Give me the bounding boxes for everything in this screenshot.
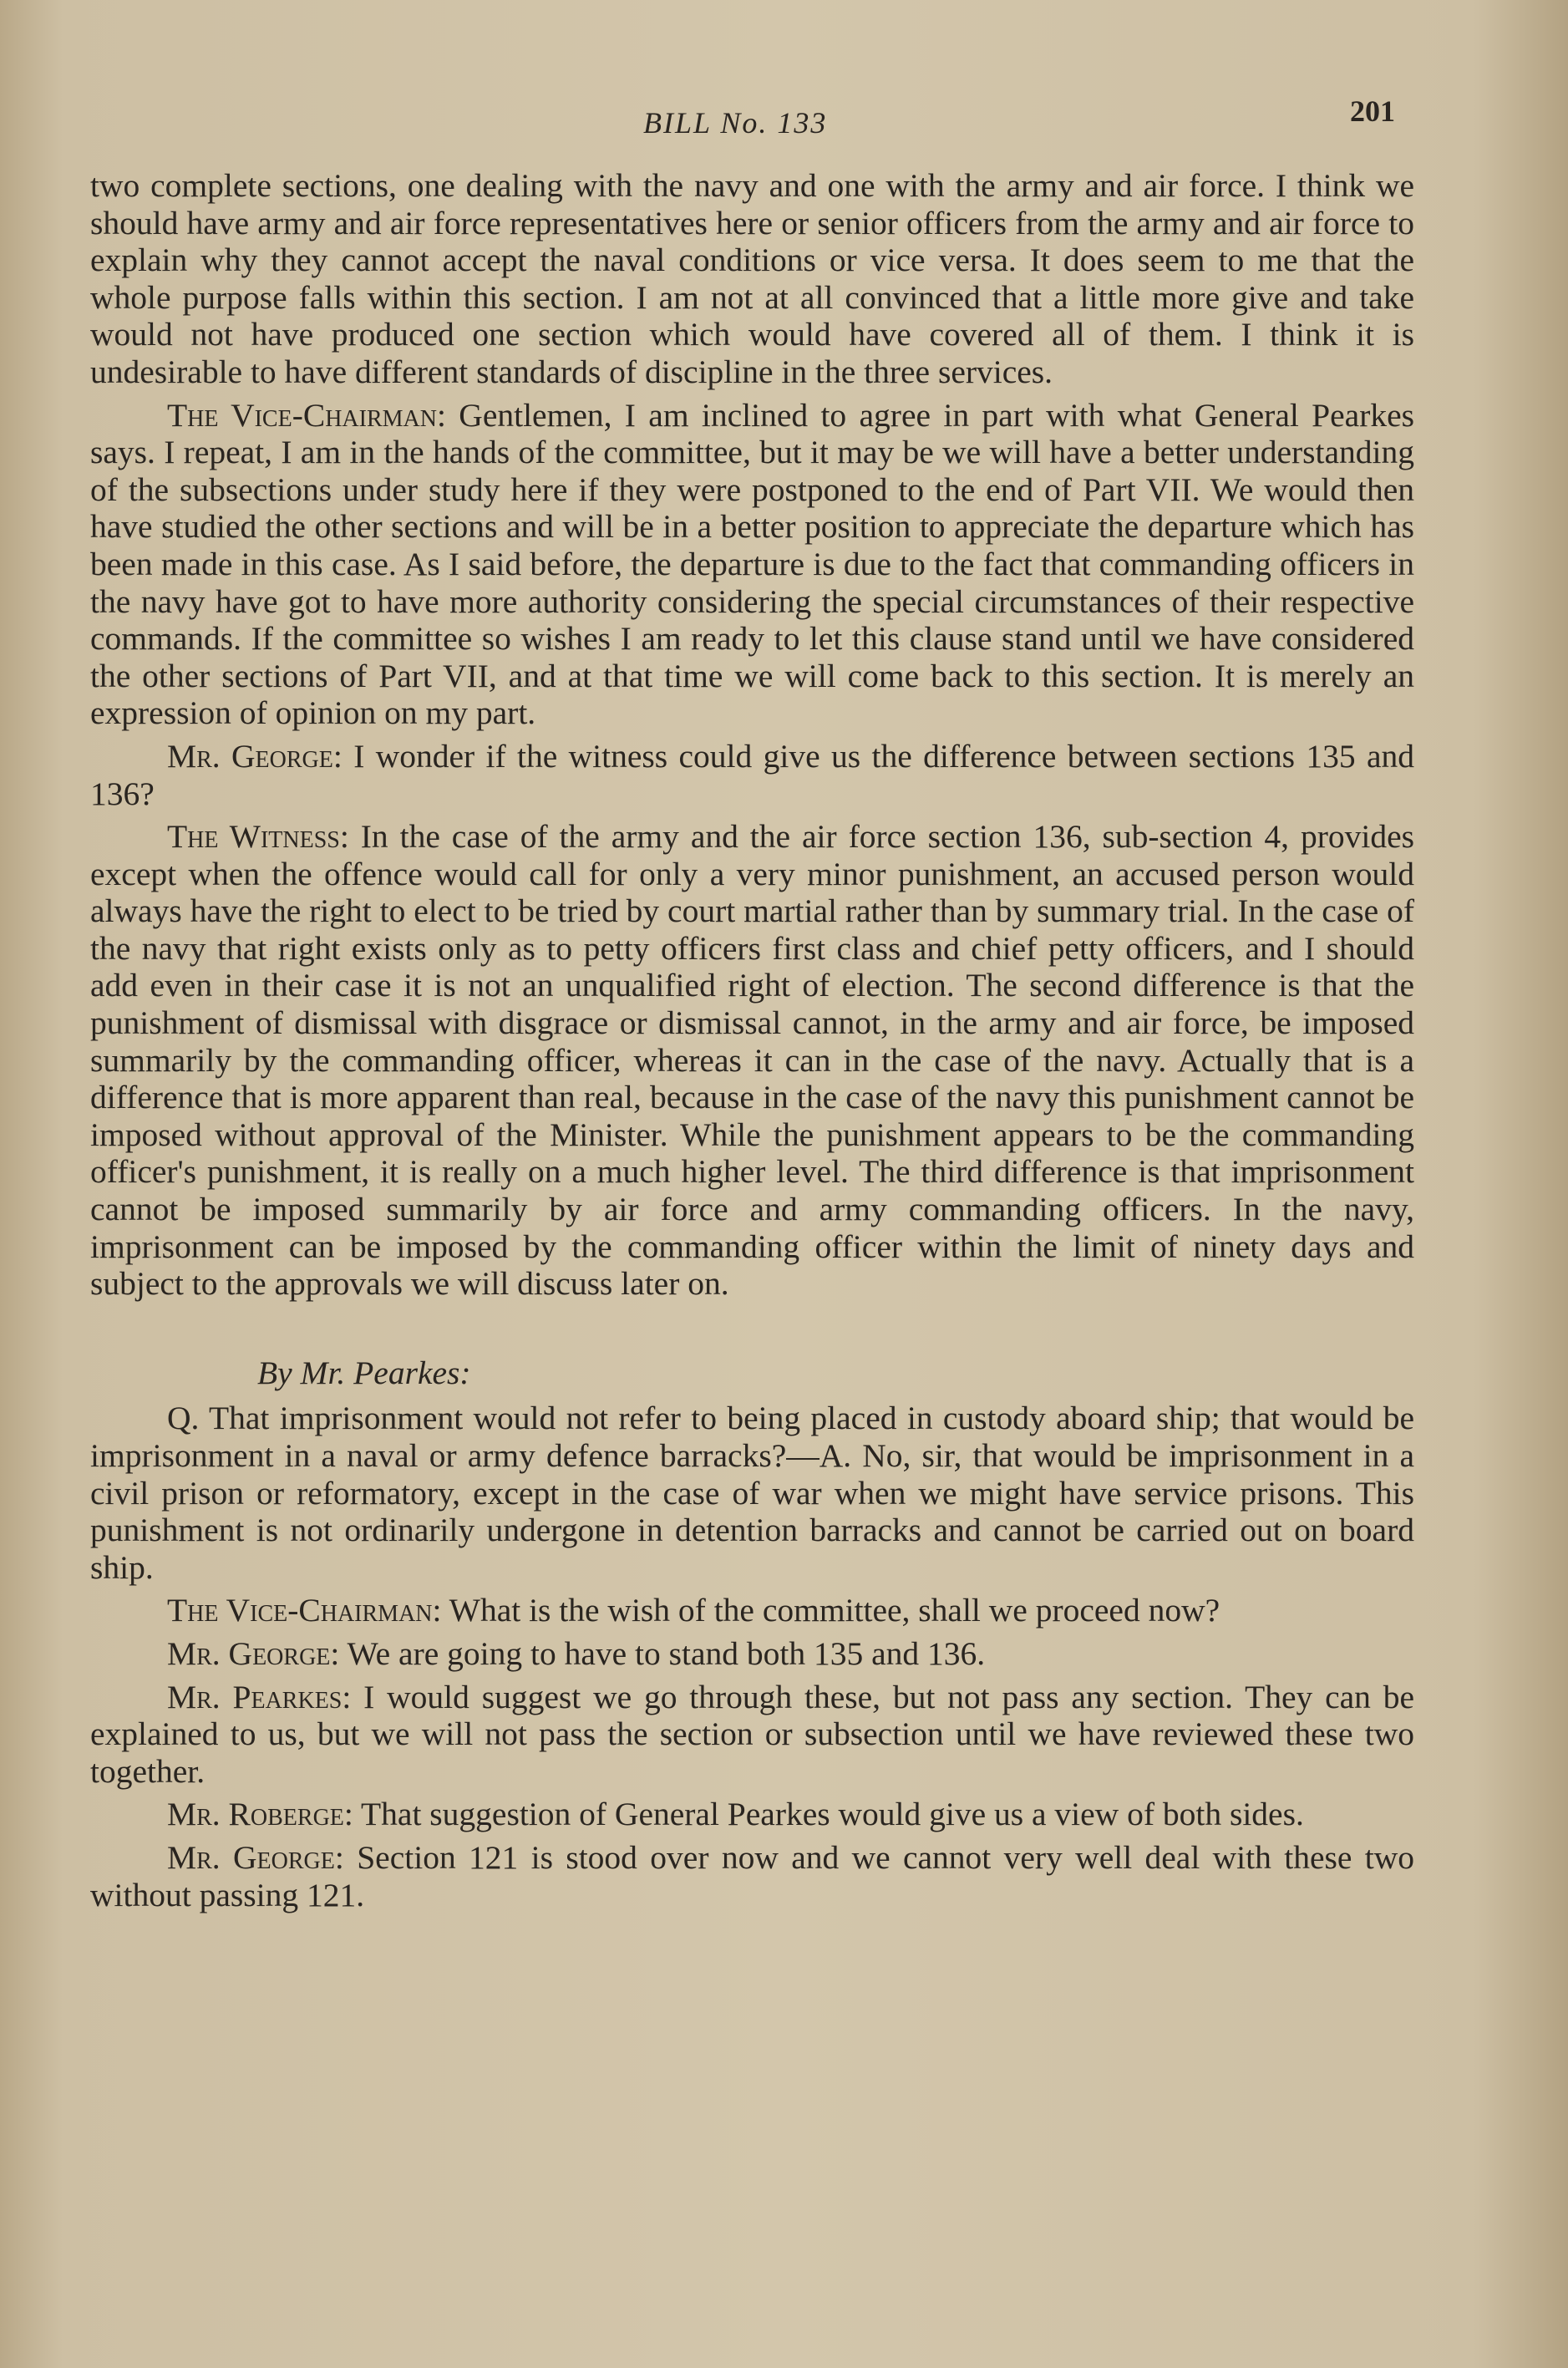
speaker-label: The Witness: — [167, 818, 349, 856]
paragraph: two complete sections, one dealing with the navy and one with the army and air force. I think we should have army and air force representatives here or senior officers from the army and air force to explain why they cannot accept the naval conditions or vice versa. It does seem to me that the whole purpose falls within this section. I am not at all convinced that a little more give and take would not have produced one section which would have covered all of them. I think it is undesirable to have different standards of discipline in the three services. — [90, 167, 1414, 390]
paragraph: The Witness: In the case of the army and the air force section 136, sub-section 4, provides except when the offence would call for only a very minor punishment, an accused person would always have the right to elect to be tried by court martial rather than by summary trial. In the case of the navy that right exists only as to petty officers first class and chief petty officers, and I should add even in their case it is not an unqualified right of election. The second difference is that the punishment of dismissal with disgrace or dismissal cannot, in the army and air force, be imposed summarily by the commanding officer, whereas it can in the case of the navy. Actually that is a difference that is more apparent than real, because in the case of the navy this punishment cannot be imposed without approval of the Minister. While the punishment appears to be the commanding officer's punishment, it is really on a much higher level. The third difference is that imprisonment cannot be imposed summarily by air force and army commanding officers. In the navy, imprisonment can be imposed by the commanding officer within the limit of ninety days and subject to the approvals we will discuss later on. — [90, 818, 1414, 1303]
header-title: BILL No. 133 — [643, 106, 828, 140]
paragraph: Mr. Pearkes: I would suggest we go through these, but not pass any section. They can be explained to us, but we will not pass the section or subsection until we have reviewed these two together. — [90, 1678, 1414, 1790]
paragraph: Mr. George: Section 121 is stood over now and we cannot very well deal with these two without passing 121. — [90, 1838, 1414, 1913]
paragraph: Mr. George: I wonder if the witness could give us the difference between sections 135 and 136? — [90, 737, 1415, 812]
speaker-label: Mr. George: — [167, 1634, 340, 1672]
speaker-label: Mr. Roberge: — [167, 1796, 353, 1833]
paragraph: Mr. Roberge: That suggestion of General Pearkes would give us a view of both sides. — [167, 1796, 1304, 1833]
speaker-label: The Vice-Chairman: — [167, 396, 446, 434]
paragraph: Q. That imprisonment would not refer to being placed in custody aboard ship; that would be imprisonment in a naval or army defence barracks?—A. No, sir, that would be imprisonment in a civil prison or reformatory, except in the case of war when we might have service prisons. This punishment is not ordinarily undergone in detention barracks and cannot be carried out on board ship. — [90, 1400, 1414, 1586]
speaker-label: Mr. George: — [167, 737, 343, 775]
paragraph: Mr. George: We are going to have to stand both 135 and 136. — [167, 1634, 986, 1672]
subheading: By Mr. Pearkes: — [257, 1354, 471, 1391]
speaker-label: Mr. Pearkes: — [167, 1678, 352, 1715]
paragraph: The Vice-Chairman: Gentlemen, I am inclined to agree in part with what General Pearkes says. I repeat, I am in the hands of the committee, but it may be we will have a better understanding of the subsections under study here if they were postponed to the end of Part VII. We would then have studied the other sections and will be in a better position to appreciate the departure which has been made in this case. As I said before, the departure is due to the fact that commanding officers in the navy have got to have more authority considering the special circumstances of their respective commands. If the committee so wishes I am ready to let this clause stand until we have considered the other sections of Part VII, and at that time we will come back to this section. It is merely an expression of opinion on my part. — [90, 396, 1414, 732]
running-header — [92, 94, 1395, 144]
page-body — [90, 167, 1414, 1919]
page-number: 201 — [1350, 94, 1395, 128]
speaker-label: The Vice-Chairman: — [167, 1592, 442, 1629]
paragraph: The Vice-Chairman: What is the wish of the committee, shall we proceed now? — [167, 1592, 1220, 1629]
speaker-label: Mr. George: — [167, 1838, 344, 1876]
